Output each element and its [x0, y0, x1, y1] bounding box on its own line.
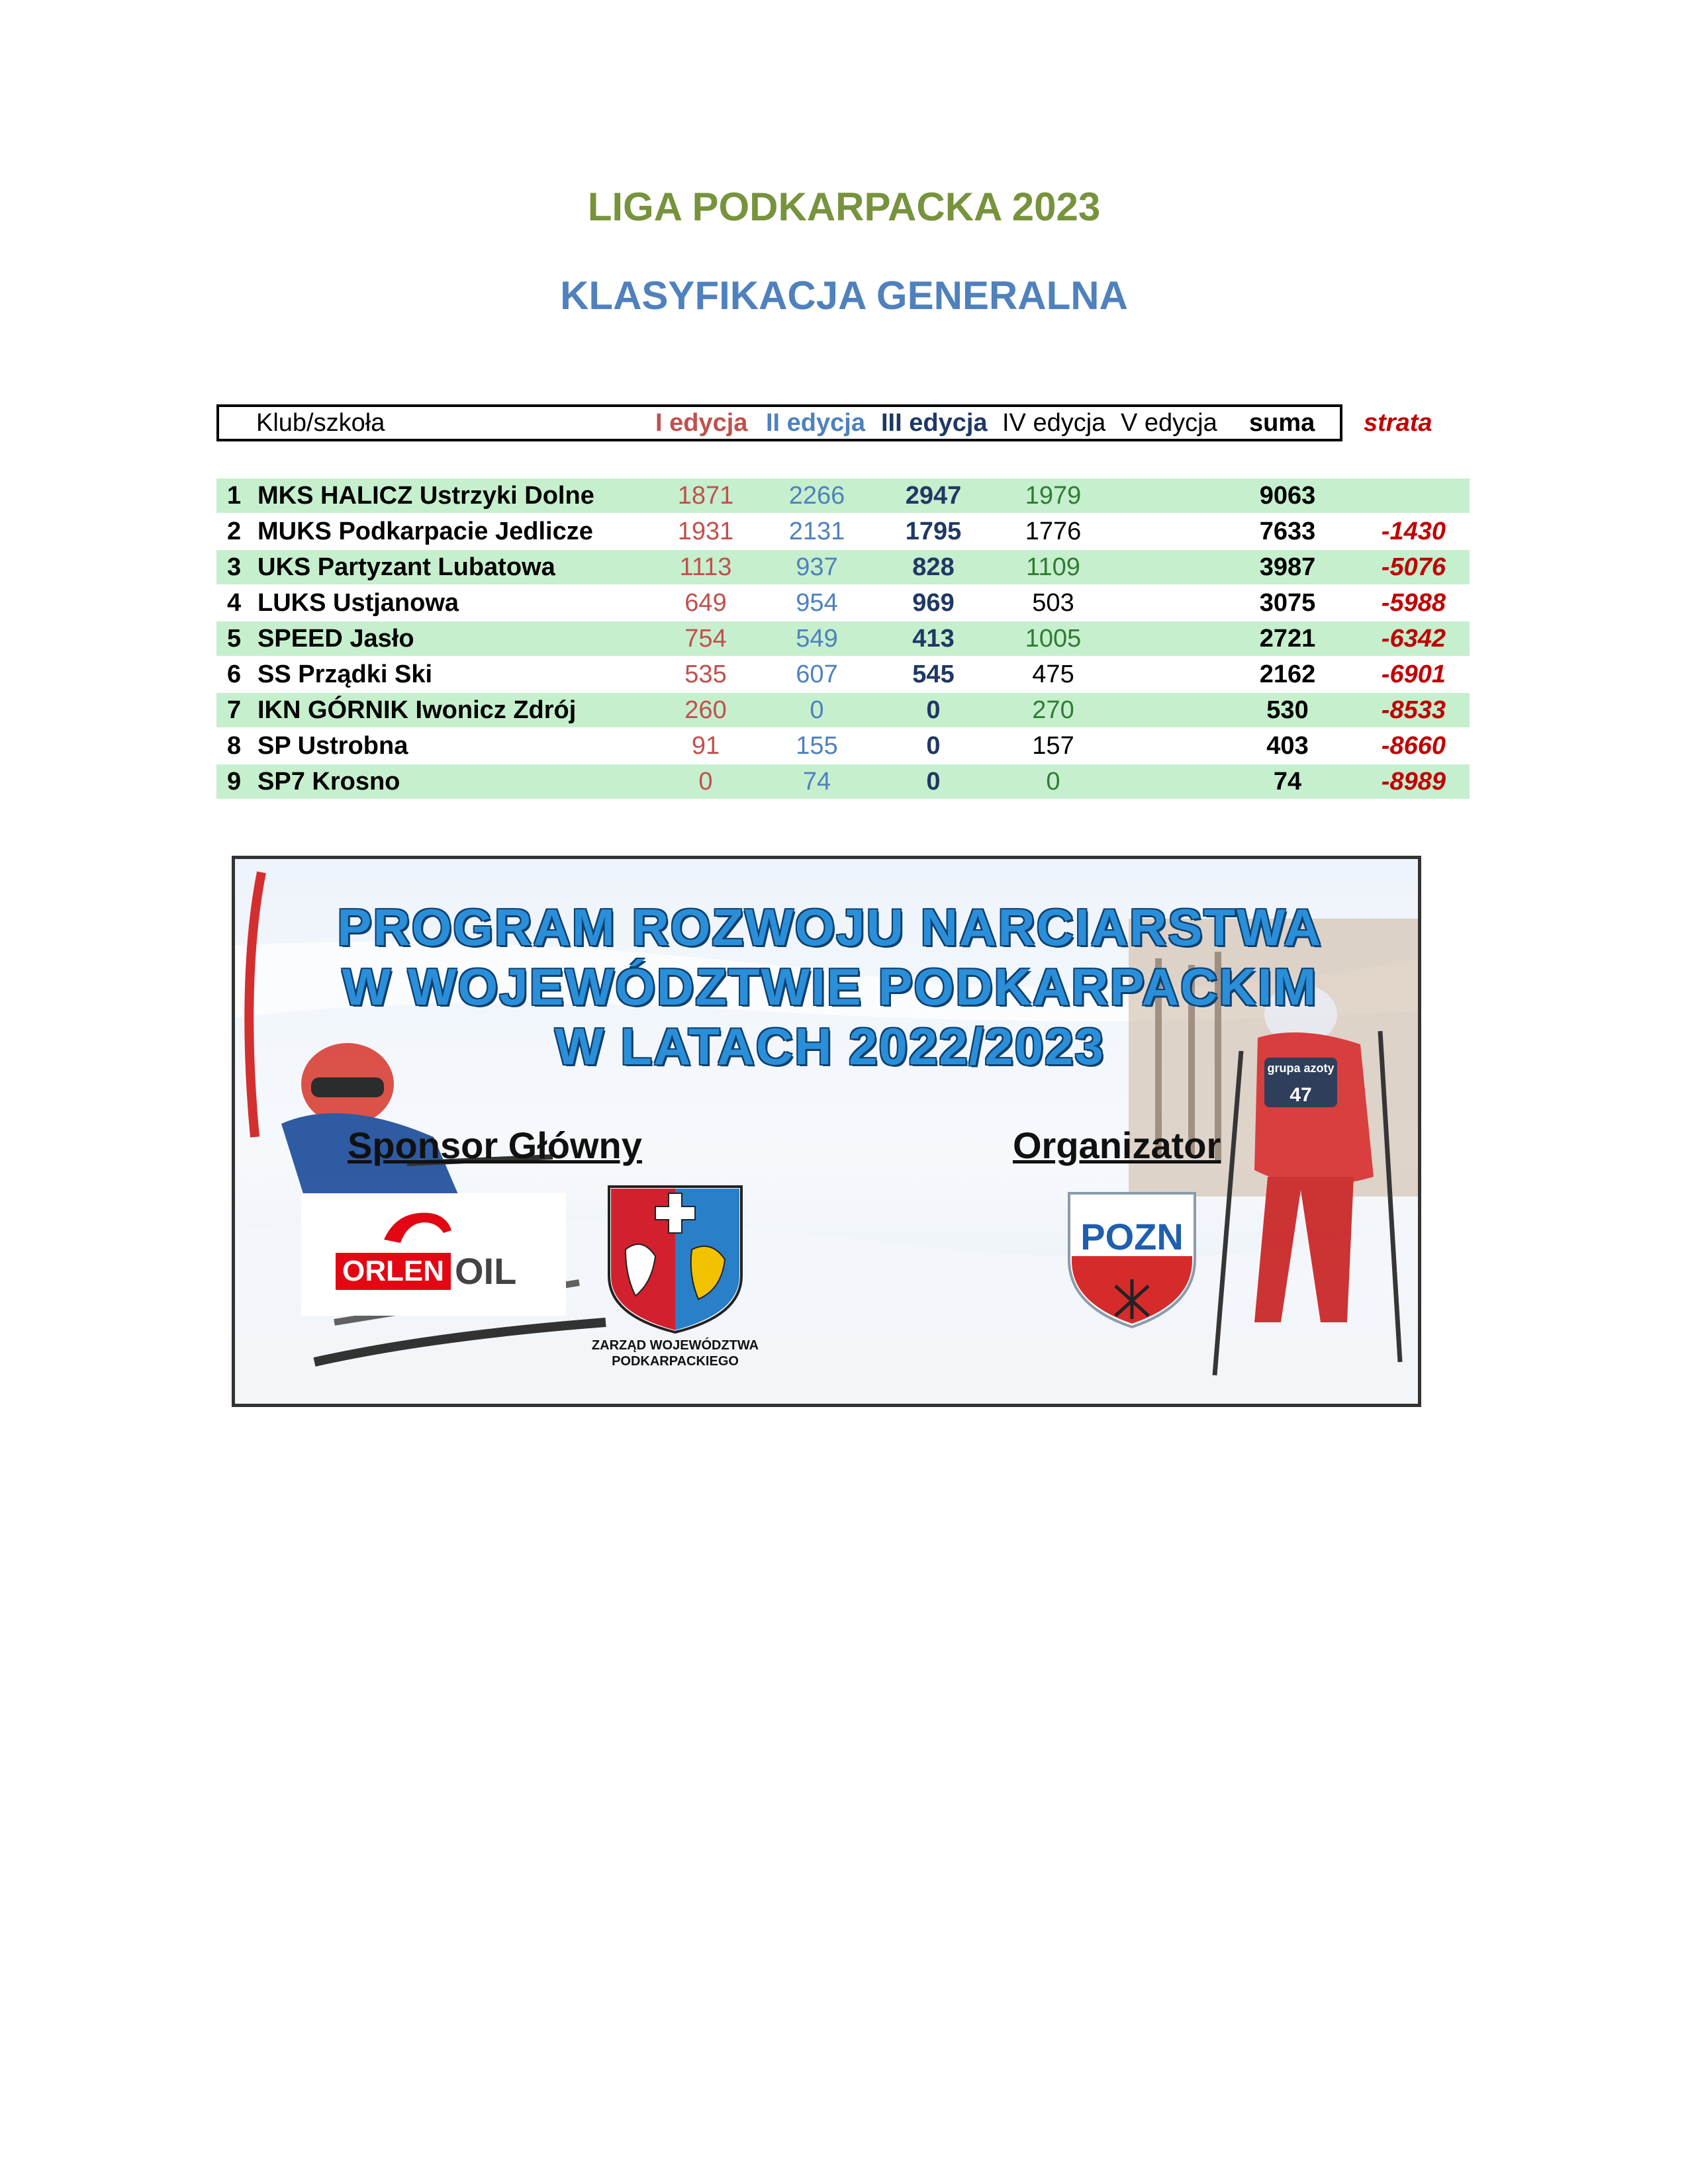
row-strata: -6342: [1381, 625, 1446, 653]
row-suma: 2721: [1259, 625, 1316, 653]
row-edition-1: 649: [684, 589, 727, 617]
pozn-text: POZN: [1080, 1216, 1184, 1257]
table-row: [216, 764, 1470, 799]
row-suma: 3075: [1259, 589, 1316, 617]
row-edition-1: 1871: [677, 482, 734, 510]
row-rank: 3: [227, 553, 242, 581]
table-row: [216, 729, 1470, 763]
table-row: [216, 586, 1470, 620]
header-strata: strata: [1364, 409, 1432, 437]
row-edition-4: 475: [1032, 660, 1074, 688]
row-rank: 1: [227, 482, 242, 510]
podkarpackie-coat-of-arms-icon: [606, 1183, 745, 1336]
row-rank: 7: [227, 696, 242, 724]
row-suma: 2162: [1259, 660, 1316, 688]
row-edition-2: 549: [796, 625, 838, 653]
row-suma: 74: [1273, 768, 1302, 796]
row-edition-2: 937: [796, 553, 838, 581]
row-strata: -8989: [1381, 768, 1446, 796]
coat-caption-line-2: PODKARPACKIEGO: [612, 1354, 739, 1369]
bib-text: grupa azoty: [1267, 1062, 1335, 1075]
row-strata: -5076: [1381, 553, 1446, 581]
page-title: LIGA PODKARPACKA 2023: [587, 185, 1101, 229]
row-edition-3: 969: [912, 589, 955, 617]
row-rank: 9: [227, 768, 242, 796]
row-edition-2: 607: [796, 660, 838, 688]
header-edition-3: III edycja: [881, 409, 988, 437]
table-row: [216, 478, 1470, 513]
row-edition-4: 1005: [1025, 625, 1082, 653]
header-edition-4: IV edycja: [1002, 409, 1106, 437]
row-rank: 2: [227, 518, 242, 545]
row-edition-2: 2266: [788, 482, 845, 510]
row-suma: 3987: [1259, 553, 1316, 581]
header-club: Klub/szkoła: [256, 409, 385, 437]
header-edition-1: I edycja: [655, 409, 748, 437]
row-edition-4: 157: [1032, 732, 1074, 760]
row-rank: 8: [227, 732, 242, 760]
table-row: [216, 621, 1470, 656]
row-edition-3: 0: [926, 696, 941, 724]
row-edition-2: 2131: [788, 518, 845, 545]
row-rank: 4: [227, 589, 242, 617]
row-edition-4: 1979: [1025, 482, 1082, 510]
organizer-label: Organizator: [1013, 1124, 1221, 1166]
row-suma: 7633: [1259, 518, 1316, 545]
row-edition-2: 0: [810, 696, 824, 724]
row-club: SP Ustrobna: [258, 732, 408, 760]
pozn-logo: [1062, 1187, 1201, 1332]
row-edition-3: 413: [912, 625, 955, 653]
row-club: LUKS Ustjanowa: [258, 589, 459, 617]
row-suma: 403: [1266, 732, 1309, 760]
row-club: MKS HALICZ Ustrzyki Dolne: [258, 482, 594, 510]
row-edition-1: 1931: [677, 518, 734, 545]
row-edition-3: 2947: [905, 482, 962, 510]
row-suma: 9063: [1259, 482, 1316, 510]
row-edition-2: 954: [796, 589, 838, 617]
row-edition-1: 535: [684, 660, 727, 688]
row-edition-1: 91: [691, 732, 720, 760]
row-edition-3: 828: [912, 553, 955, 581]
row-club: SP7 Krosno: [258, 768, 400, 796]
row-edition-1: 1113: [679, 553, 732, 581]
row-strata: -8660: [1381, 732, 1446, 760]
row-strata: -8533: [1381, 696, 1446, 724]
orlen-oil-logo: [301, 1193, 566, 1316]
row-strata: -5988: [1381, 589, 1446, 617]
row-edition-2: 155: [796, 732, 838, 760]
row-edition-3: 1795: [905, 518, 962, 545]
row-edition-1: 0: [698, 768, 713, 796]
row-rank: 5: [227, 625, 242, 653]
table-row: [216, 693, 1470, 727]
row-edition-3: 0: [926, 732, 941, 760]
row-club: IKN GÓRNIK Iwonicz Zdrój: [258, 696, 577, 724]
banner-title-line-3: W LATACH 2022/2023: [555, 1017, 1105, 1075]
row-club: SPEED Jasło: [258, 625, 414, 653]
program-banner: [232, 856, 1421, 1407]
row-edition-4: 0: [1046, 768, 1060, 796]
row-club: MUKS Podkarpacie Jedlicze: [258, 518, 593, 545]
banner-title-line-2: W WOJEWÓDZTWIE PODKARPACKIM: [342, 958, 1318, 1016]
row-club: SS Prządki Ski: [258, 660, 433, 688]
row-edition-2: 74: [802, 768, 831, 796]
row-edition-3: 0: [926, 768, 941, 796]
coat-caption: [586, 1338, 765, 1369]
oil-word: OIL: [455, 1250, 517, 1292]
bib-number: 47: [1289, 1084, 1312, 1106]
row-edition-4: 1776: [1025, 518, 1082, 545]
row-suma: 530: [1266, 696, 1309, 724]
orlen-word: ORLEN: [336, 1253, 451, 1290]
row-edition-1: 754: [684, 625, 727, 653]
row-edition-4: 503: [1032, 589, 1074, 617]
row-club: UKS Partyzant Lubatowa: [258, 553, 555, 581]
banner-title-line-1: PROGRAM ROZWOJU NARCIARSTWA: [337, 898, 1323, 956]
row-strata: [1360, 478, 1446, 513]
sponsor-label: Sponsor Główny: [348, 1124, 642, 1166]
row-edition-4: 1109: [1026, 553, 1080, 581]
header-edition-2: II edycja: [766, 409, 865, 437]
table-row: [216, 657, 1470, 692]
row-strata: -1430: [1381, 518, 1446, 545]
row-strata: -6901: [1381, 660, 1446, 688]
row-edition-4: 270: [1032, 696, 1074, 724]
header-suma: suma: [1249, 409, 1315, 437]
table-row: [216, 514, 1470, 549]
row-edition-3: 545: [912, 660, 955, 688]
page-subtitle: KLASYFIKACJA GENERALNA: [560, 273, 1128, 318]
table-row: [216, 550, 1470, 584]
coat-caption-line-1: ZARZĄD WOJEWÓDZTWA: [591, 1338, 759, 1353]
row-rank: 6: [227, 660, 242, 688]
row-edition-1: 260: [684, 696, 727, 724]
header-edition-5: V edycja: [1121, 409, 1217, 437]
orlen-eagle-icon: [377, 1206, 457, 1246]
